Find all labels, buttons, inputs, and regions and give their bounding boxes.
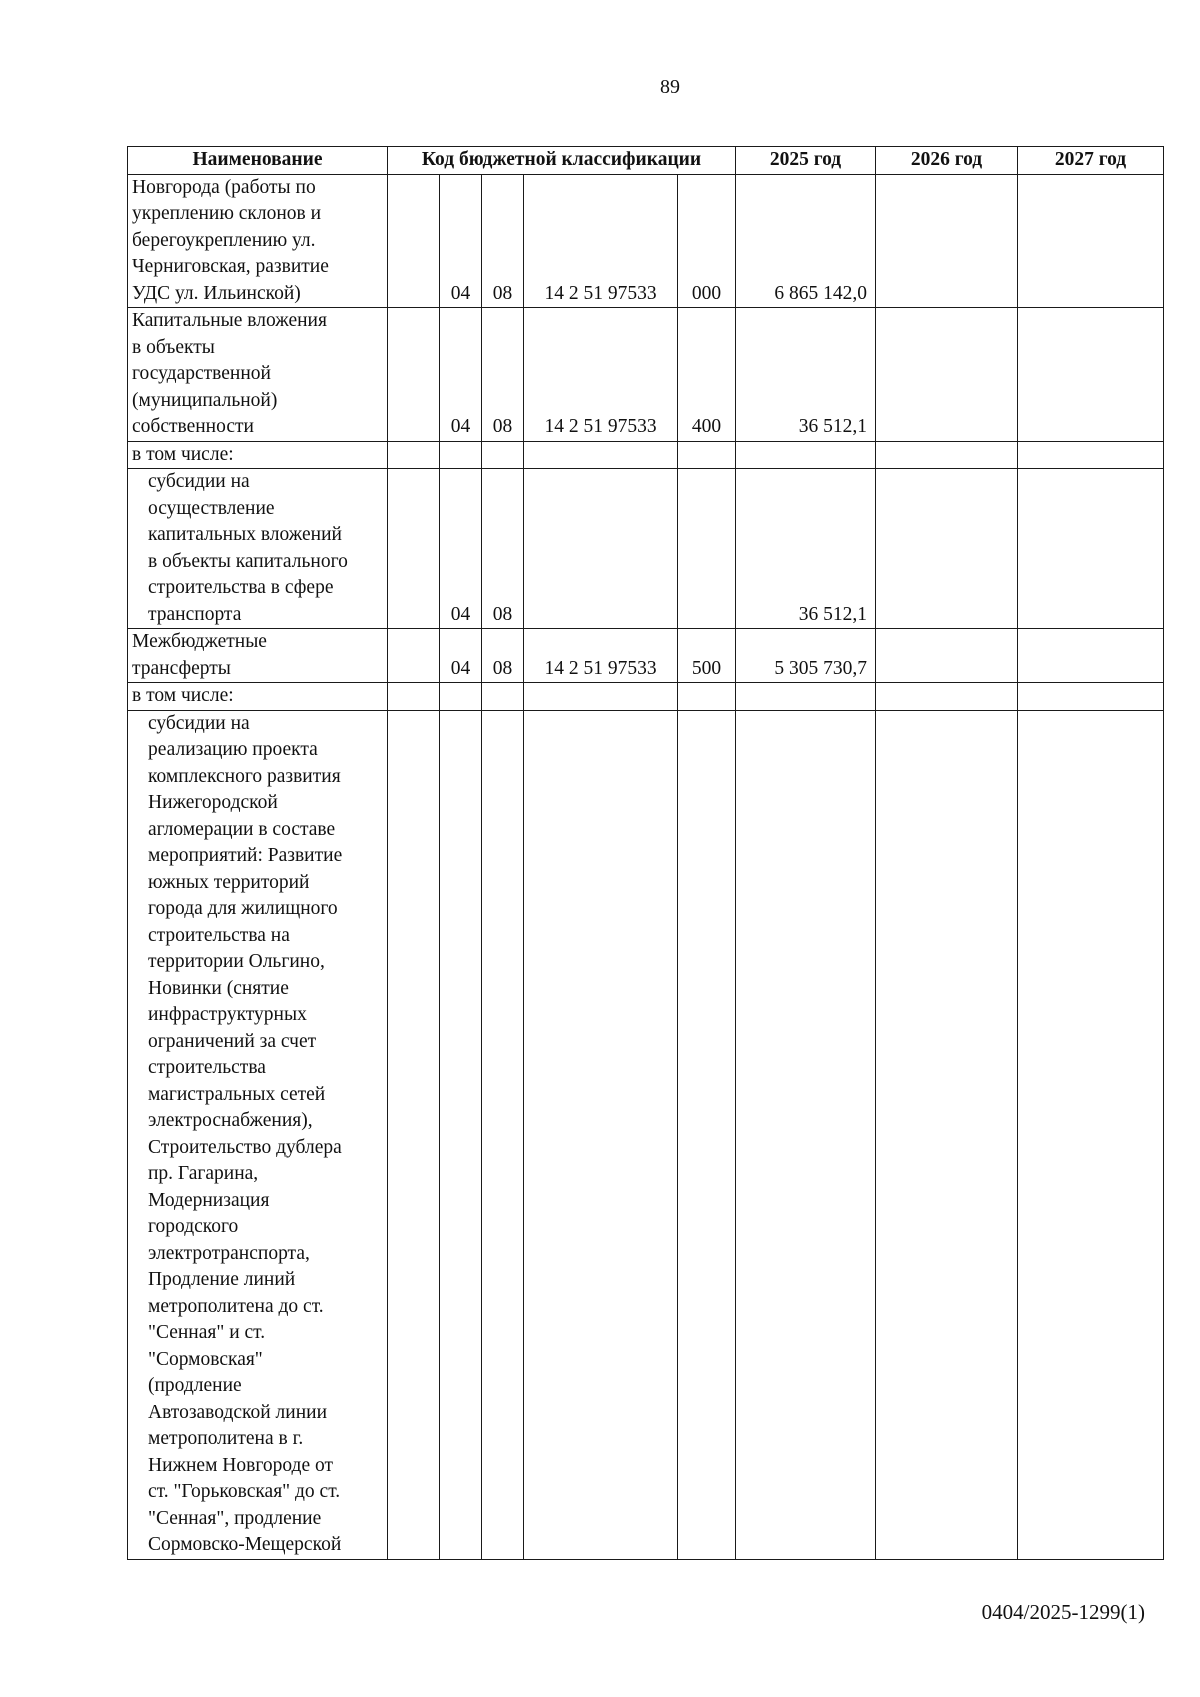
code-section: 04 [440, 469, 482, 629]
amount-2026 [876, 308, 1018, 442]
row-name: Межбюджетные трансферты [128, 629, 388, 683]
code-part-1 [388, 710, 440, 1559]
code-expense-type [678, 441, 736, 469]
code-target-article [524, 441, 678, 469]
code-section [440, 710, 482, 1559]
amount-2025: 36 512,1 [736, 308, 876, 442]
code-target-article: 14 2 51 97533 [524, 629, 678, 683]
header-code: Код бюджетной классификации [388, 147, 736, 175]
amount-2027 [1018, 441, 1164, 469]
amount-2027 [1018, 174, 1164, 308]
amount-2025: 36 512,1 [736, 469, 876, 629]
table-row [128, 629, 1164, 683]
budget-table [127, 146, 1164, 1560]
code-part-1 [388, 308, 440, 442]
amount-2027 [1018, 629, 1164, 683]
code-subsection [482, 710, 524, 1559]
amount-2025 [736, 683, 876, 711]
amount-2027 [1018, 469, 1164, 629]
code-expense-type [678, 683, 736, 711]
code-part-1 [388, 469, 440, 629]
code-part-1 [388, 441, 440, 469]
code-part-1 [388, 683, 440, 711]
amount-2026 [876, 441, 1018, 469]
row-name: Новгорода (работы по укреплению склонов и берегоукреплению ул. Черниговская, развитие УДС ул. Ильинской) [128, 174, 388, 308]
code-target-article: 14 2 51 97533 [524, 308, 678, 442]
code-subsection: 08 [482, 629, 524, 683]
row-name: субсидии на реализацию проекта комплексного развития Нижегородской агломерации в составе мероприятий: Развитие южных территорий города для жилищного строительства на территории Ольгино, Новинки (снятие инфраструктурных ограничений за счет строительства магистральных сетей электроснабжения), Строительство дублера пр. Гагарина, Модернизация городского электротранспорта, Продление линий метрополитена до ст. "Сенная" и ст. "Сормовская" (продление Автозаводской линии метрополитена в г. Нижнем Новгороде от ст. "Горьковская" до ст. "Сенная", продление Сормовско-Мещерской [128, 710, 388, 1559]
code-expense-type: 000 [678, 174, 736, 308]
code-target-article [524, 469, 678, 629]
document-registration-code: 0404/2025-1299(1) [981, 1600, 1145, 1624]
code-section: 04 [440, 308, 482, 442]
code-subsection: 08 [482, 308, 524, 442]
code-expense-type [678, 710, 736, 1559]
row-name: в том числе: [128, 683, 388, 711]
code-part-1 [388, 629, 440, 683]
table-header-row [128, 147, 1164, 175]
page-number: 89 [660, 76, 680, 98]
code-section [440, 441, 482, 469]
amount-2026 [876, 174, 1018, 308]
amount-2027 [1018, 710, 1164, 1559]
header-2027: 2027 год [1018, 147, 1164, 175]
code-target-article [524, 710, 678, 1559]
row-name: Капитальные вложения в объекты государственной (муниципальной) собственности [128, 308, 388, 442]
table-row [128, 441, 1164, 469]
amount-2027 [1018, 308, 1164, 442]
amount-2026 [876, 710, 1018, 1559]
header-2026: 2026 год [876, 147, 1018, 175]
code-part-1 [388, 174, 440, 308]
amount-2025: 6 865 142,0 [736, 174, 876, 308]
amount-2026 [876, 469, 1018, 629]
code-subsection [482, 683, 524, 711]
table-row [128, 683, 1164, 711]
row-name: в том числе: [128, 441, 388, 469]
table-row [128, 710, 1164, 1559]
amount-2025: 5 305 730,7 [736, 629, 876, 683]
code-section: 04 [440, 629, 482, 683]
amount-2026 [876, 683, 1018, 711]
row-name: субсидии на осуществление капитальных вложений в объекты капитального строительства в сфере транспорта [128, 469, 388, 629]
code-target-article: 14 2 51 97533 [524, 174, 678, 308]
amount-2025 [736, 710, 876, 1559]
code-expense-type [678, 469, 736, 629]
table-row [128, 174, 1164, 308]
code-subsection: 08 [482, 174, 524, 308]
code-expense-type: 400 [678, 308, 736, 442]
code-expense-type: 500 [678, 629, 736, 683]
code-target-article [524, 683, 678, 711]
amount-2025 [736, 441, 876, 469]
code-subsection [482, 441, 524, 469]
table-row [128, 308, 1164, 442]
table-row [128, 469, 1164, 629]
amount-2027 [1018, 683, 1164, 711]
header-name: Наименование [128, 147, 388, 175]
code-section [440, 683, 482, 711]
code-subsection: 08 [482, 469, 524, 629]
amount-2026 [876, 629, 1018, 683]
header-2025: 2025 год [736, 147, 876, 175]
code-section: 04 [440, 174, 482, 308]
